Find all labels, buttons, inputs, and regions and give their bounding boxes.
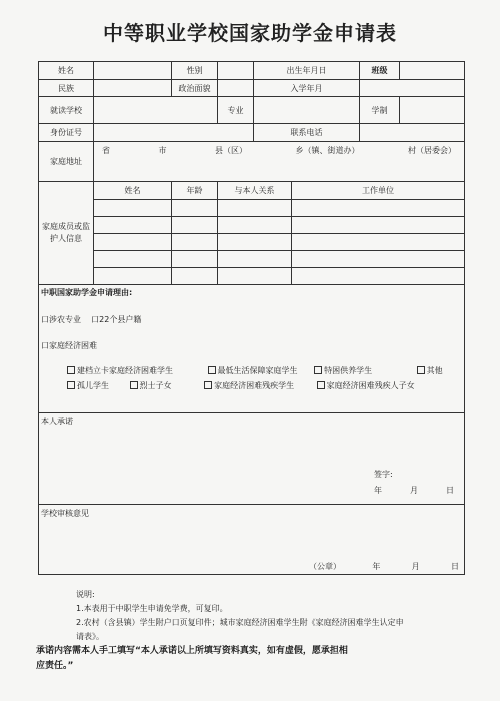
- opt-label: 家庭经济困难残疾学生: [214, 381, 295, 390]
- label-gender: 性别: [172, 62, 218, 80]
- field-grade[interactable]: [400, 62, 465, 80]
- opt-label: 特困供养学生: [324, 366, 373, 375]
- opt-agri[interactable]: 口涉农专业: [41, 315, 81, 324]
- family-cell[interactable]: [218, 217, 292, 234]
- family-cell[interactable]: [172, 268, 218, 285]
- family-cell[interactable]: [292, 217, 465, 234]
- opt-other[interactable]: [417, 365, 443, 376]
- checkbox-icon: [67, 366, 75, 374]
- label-grade: 班级: [360, 62, 400, 80]
- label-name: 姓名: [39, 62, 94, 80]
- opt-dibao[interactable]: [208, 365, 312, 376]
- addr-village: 村（居委会）: [408, 146, 456, 155]
- field-political[interactable]: [218, 80, 254, 97]
- label-schooling: 学制: [360, 97, 400, 124]
- label-major: 专业: [218, 97, 254, 124]
- opt-disabled-student[interactable]: [204, 380, 314, 391]
- family-cell[interactable]: [94, 200, 172, 217]
- field-ethnic[interactable]: [94, 80, 172, 97]
- opt-tekun[interactable]: [314, 365, 414, 376]
- label-political: 政治面貌: [172, 80, 218, 97]
- family-row: [39, 200, 465, 217]
- review-year: 年: [372, 562, 381, 571]
- commit-sign: 签字:: [374, 470, 393, 479]
- opt-martyr[interactable]: [130, 380, 202, 391]
- commit-day: 日: [446, 486, 454, 495]
- row-reason: [39, 285, 465, 413]
- family-cell[interactable]: [292, 251, 465, 268]
- notes-section: [36, 588, 476, 674]
- commit-date: [374, 485, 454, 496]
- label-school: 就读学校: [39, 97, 94, 124]
- addr-province: 省: [102, 146, 110, 155]
- opt-orphan[interactable]: [67, 380, 127, 391]
- family-cell[interactable]: [218, 268, 292, 285]
- opt-label: 最低生活保障家庭学生: [217, 366, 298, 375]
- row-address: [39, 142, 465, 182]
- field-address[interactable]: [94, 142, 465, 182]
- note-2b: 请表》。: [76, 632, 104, 641]
- family-header-age: 年龄: [172, 182, 218, 200]
- review-date: [309, 561, 459, 572]
- reason-title: 中职国家助学金申请理由:: [41, 288, 133, 297]
- label-phone: 联系电话: [254, 124, 360, 142]
- opt-label: 家庭经济困难残疾人子女: [326, 381, 415, 390]
- opt-poverty[interactable]: 口家庭经济困难: [41, 341, 97, 350]
- review-cell[interactable]: [39, 505, 465, 575]
- row-basic-4: [39, 124, 465, 142]
- opt-22county[interactable]: 口22个县户籍: [91, 315, 142, 324]
- checkbox-icon: [67, 381, 75, 389]
- review-title: 学校审核意见: [41, 509, 89, 518]
- addr-county: 县（区）: [215, 146, 247, 155]
- label-family: 家庭成员或监护人信息: [39, 182, 94, 285]
- opt-label: 孤儿学生: [77, 381, 109, 390]
- row-basic-1: [39, 62, 465, 80]
- family-cell[interactable]: [94, 234, 172, 251]
- row-basic-3: [39, 97, 465, 124]
- family-cell[interactable]: [292, 268, 465, 285]
- family-header-relation: 与本人关系: [218, 182, 292, 200]
- family-cell[interactable]: [218, 251, 292, 268]
- field-id[interactable]: [94, 124, 254, 142]
- family-cell[interactable]: [94, 217, 172, 234]
- label-id: 身份证号: [39, 124, 94, 142]
- label-birth: 出生年月日: [254, 62, 360, 80]
- field-school[interactable]: [94, 97, 218, 124]
- opt-label: 建档立卡家庭经济困难学生: [77, 366, 173, 375]
- family-cell[interactable]: [172, 251, 218, 268]
- poverty-options-row1: [67, 365, 447, 376]
- family-cell[interactable]: [94, 251, 172, 268]
- row-commitment: [39, 413, 465, 505]
- opt-label: 烈士子女: [139, 381, 172, 390]
- family-cell[interactable]: [172, 200, 218, 217]
- checkbox-icon: [317, 381, 325, 389]
- family-header-work: 工作单位: [292, 182, 465, 200]
- family-cell[interactable]: [94, 268, 172, 285]
- family-cell[interactable]: [172, 234, 218, 251]
- field-name[interactable]: [94, 62, 172, 80]
- family-row: [39, 251, 465, 268]
- commitment-cell[interactable]: [39, 413, 465, 505]
- row-school-review: [39, 505, 465, 575]
- label-ethnic: 民族: [39, 80, 94, 97]
- notes-title: 说明:: [76, 590, 95, 599]
- family-cell[interactable]: [218, 234, 292, 251]
- family-row: [39, 234, 465, 251]
- label-enroll: 入学年月: [254, 80, 360, 97]
- checkbox-icon: [130, 381, 138, 389]
- family-row: [39, 217, 465, 234]
- field-enroll[interactable]: [360, 80, 465, 97]
- family-row: [39, 268, 465, 285]
- review-month: 月: [411, 562, 420, 571]
- commit-month: 月: [410, 486, 418, 495]
- family-cell[interactable]: [218, 200, 292, 217]
- family-header-name: 姓名: [94, 182, 172, 200]
- checkbox-icon: [417, 366, 425, 374]
- row-basic-2: [39, 80, 465, 97]
- commit-year: 年: [374, 486, 382, 495]
- note-3b: 应责任。”: [36, 661, 74, 671]
- poverty-options-row2: [67, 380, 447, 391]
- family-cell[interactable]: [292, 200, 465, 217]
- checkbox-icon: [204, 381, 212, 389]
- review-day: 日: [450, 562, 459, 571]
- field-schooling[interactable]: [400, 97, 465, 124]
- addr-city: 市: [158, 146, 167, 155]
- reason-line1: [41, 314, 141, 325]
- checkbox-icon: [314, 366, 322, 374]
- checkbox-icon: [208, 366, 216, 374]
- row-family-header: [39, 182, 465, 200]
- label-address: 家庭地址: [39, 142, 94, 182]
- opt-disabled-parent[interactable]: [317, 380, 415, 391]
- note-1: 1.本表用于中职学生申请免学费，可复印。: [76, 604, 228, 613]
- note-3a: 承诺内容需本人手工填写“本人承诺以上所填写资料真实，如有虚假，愿承担相: [36, 646, 348, 656]
- family-cell[interactable]: [172, 217, 218, 234]
- family-cell[interactable]: [292, 234, 465, 251]
- commit-title: 本人承诺: [41, 417, 73, 426]
- application-table: [38, 61, 465, 575]
- reason-cell: [39, 285, 465, 413]
- note-2a: 2.农村（含县镇）学生附户口页复印件；城市家庭经济困难学生附《家庭经济困难学生认定申: [76, 618, 404, 627]
- field-gender[interactable]: [218, 62, 254, 80]
- opt-label: 其他: [426, 366, 443, 375]
- opt-poverty-file[interactable]: [67, 365, 205, 376]
- field-major[interactable]: [254, 97, 360, 124]
- addr-town: 乡（镇、街道办）: [295, 146, 360, 155]
- form-title: 中等职业学校国家助学金申请表: [103, 21, 397, 45]
- field-phone[interactable]: [360, 124, 465, 142]
- review-seal: （公章）: [309, 562, 341, 571]
